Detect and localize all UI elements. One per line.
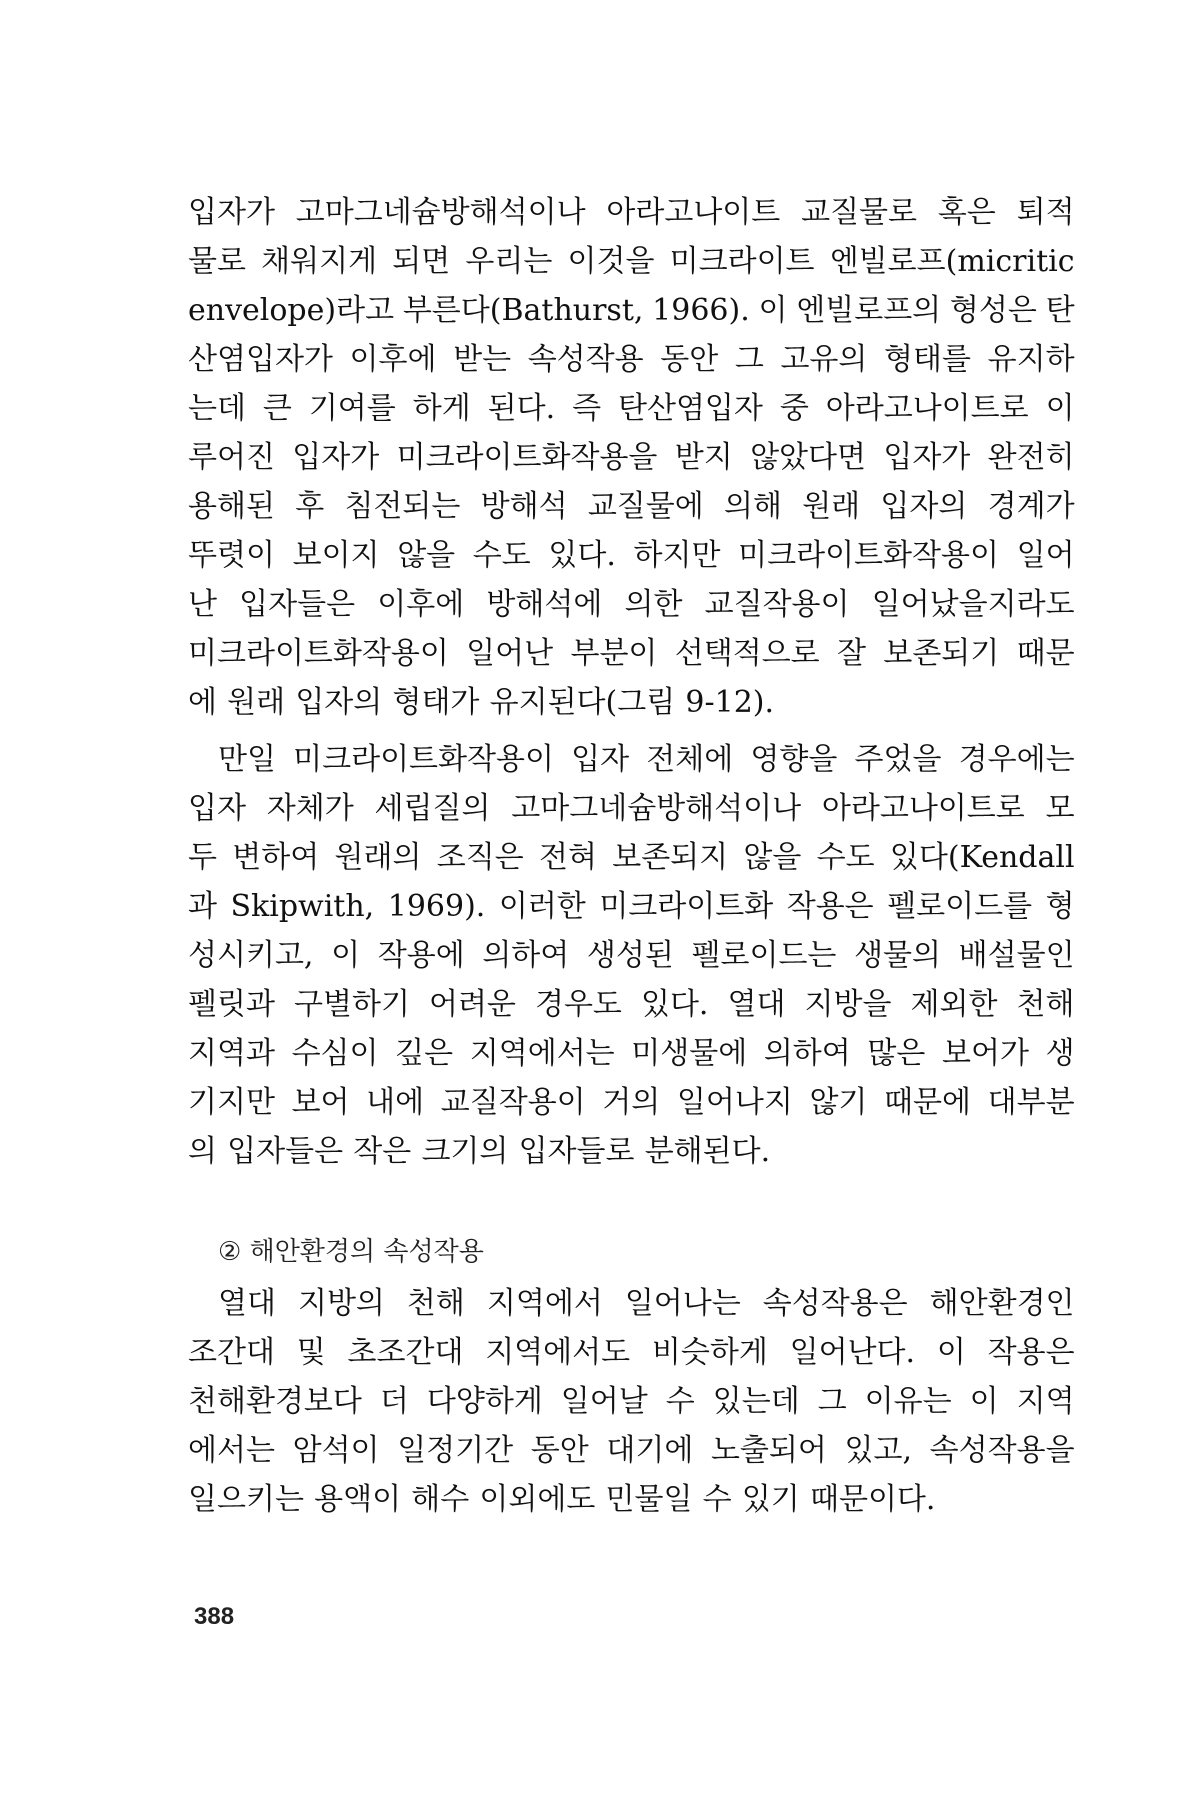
word: 미생물에: [631, 1036, 748, 1071]
word: 지방을: [804, 987, 892, 1022]
word: 제외한: [910, 987, 998, 1022]
word: 보존되지: [612, 840, 729, 875]
word: 이: [969, 1384, 999, 1419]
word: 세립질의: [374, 791, 491, 826]
paragraph-coastal-diagenesis: [188, 1279, 1080, 1524]
word: 경우도: [534, 987, 622, 1022]
text-line: [188, 678, 1080, 727]
word: 미크라이트화작용이: [738, 538, 999, 573]
word: 지역에서도: [485, 1335, 631, 1370]
paragraph-micritic-envelope: [188, 188, 1080, 727]
word: 의하여: [763, 1036, 851, 1071]
word: 전체에: [646, 742, 734, 777]
word: 않을: [397, 538, 456, 573]
text-line: [188, 482, 1080, 531]
word: 입자들로: [518, 1134, 635, 1169]
word: 일어나지: [676, 1085, 793, 1120]
word: 탄산염입자: [617, 391, 763, 426]
text-line: [188, 580, 1080, 629]
word: 경계가: [987, 489, 1075, 524]
text-line: [188, 1078, 1080, 1127]
text-line: [188, 629, 1080, 678]
word: 기지만: [188, 1085, 275, 1120]
word: 입자가: [883, 440, 971, 475]
word: 작용은: [987, 1335, 1075, 1370]
word: 배설물인: [958, 938, 1075, 973]
word: 원래: [227, 685, 286, 720]
text-line: [188, 735, 1080, 784]
word: 동안: [660, 342, 719, 377]
word: 있고,: [844, 1433, 913, 1468]
word: 구별하기: [294, 987, 410, 1022]
word: 있다.: [548, 538, 616, 573]
word: 우리는: [465, 244, 553, 279]
word: 방해석에: [486, 587, 603, 622]
text-line: [188, 1426, 1080, 1475]
word: 방해석: [480, 489, 568, 524]
word: 일어나는: [624, 1286, 741, 1321]
word: 용액이: [314, 1482, 402, 1517]
word: 일어날: [560, 1384, 648, 1419]
word: 아라고나이트로: [825, 391, 1029, 426]
word: 더: [379, 1384, 409, 1419]
word: 대부분: [987, 1085, 1075, 1120]
word: 수심이: [291, 1036, 379, 1071]
word: 입자의: [880, 489, 968, 524]
word: 보이지: [292, 538, 380, 573]
word: 미크라이트화작용을: [396, 440, 658, 475]
word: 수도: [816, 840, 875, 875]
word: 혹은: [937, 195, 996, 230]
word: 형: [1045, 889, 1075, 924]
word: 에서는: [188, 1433, 275, 1468]
word: 일어났을지라도: [871, 587, 1075, 622]
text-line: [188, 1127, 1080, 1176]
word: 미크라이트화작용이: [188, 636, 449, 671]
word: 기여를: [308, 391, 396, 426]
word: 형태를: [884, 342, 971, 377]
word: 지역에서: [486, 1286, 603, 1321]
word: 동안: [530, 1433, 589, 1468]
word: 해수: [411, 1482, 470, 1517]
word: 속성작용은: [762, 1286, 908, 1321]
word: 천해환경보다: [188, 1384, 362, 1419]
text-line: [188, 1279, 1080, 1328]
word: 하게: [412, 391, 471, 426]
word: 생물의: [854, 938, 942, 973]
word: 않을: [743, 840, 802, 875]
word: 때문: [1016, 636, 1075, 671]
word: Skipwith,: [230, 889, 375, 924]
word: 일어: [1016, 538, 1075, 573]
word: 및: [296, 1335, 326, 1370]
word: 보어가: [942, 1036, 1029, 1071]
word: 입자들은: [239, 587, 356, 622]
word: 형성은: [949, 293, 1037, 328]
word: 물로: [188, 244, 246, 279]
word: 고마그네슘방해석이나: [511, 791, 802, 826]
word: 많은: [867, 1036, 926, 1071]
paragraph-micritization-effects: [188, 735, 1080, 1176]
word: 받는: [453, 342, 512, 377]
word: 받지: [674, 440, 733, 475]
text-line: [188, 335, 1080, 384]
word: 원래: [802, 489, 861, 524]
word: 퇴적: [1016, 195, 1075, 230]
word: 이후에: [349, 342, 437, 377]
word: 는데: [188, 391, 246, 426]
word: 변하여: [232, 840, 320, 875]
word: 완전히: [987, 440, 1075, 475]
word: 자체가: [266, 791, 354, 826]
text-line: [188, 1475, 1080, 1524]
word: 두: [188, 840, 217, 875]
word: 고유의: [780, 342, 868, 377]
word: 선택적으로: [674, 636, 820, 671]
word: 입자의: [295, 685, 383, 720]
word: 거의: [602, 1085, 661, 1120]
word: 미크라이트화: [599, 889, 774, 924]
word: 이것을: [567, 244, 655, 279]
word: 이유는: [864, 1384, 952, 1419]
word: 이: [936, 1335, 966, 1370]
word: 입자들은: [227, 1134, 344, 1169]
word: 입자: [571, 742, 630, 777]
text-line: [188, 286, 1080, 335]
word: 천해: [1016, 987, 1075, 1022]
word: 의해: [723, 489, 782, 524]
word: 만일: [218, 742, 276, 777]
word: 열대: [727, 987, 786, 1022]
text-line: [188, 433, 1080, 482]
word: 의한: [624, 587, 683, 622]
word: 일으키는: [188, 1482, 304, 1517]
word: 비슷하게: [651, 1335, 768, 1370]
word: 지역에서는: [469, 1036, 615, 1071]
word: 하지만: [633, 538, 721, 573]
word: 고마그네슘방해석이나: [295, 195, 586, 230]
word: 지방의: [297, 1286, 385, 1321]
word: 지역: [1016, 1384, 1075, 1419]
word: 대기에: [606, 1433, 694, 1468]
word: 펠로이드를: [887, 889, 1033, 924]
word: 보어: [291, 1085, 350, 1120]
text-line: [188, 1377, 1080, 1426]
word: 1969).: [387, 889, 486, 924]
word: 잘: [837, 636, 866, 671]
word: 않았다면: [750, 440, 866, 475]
word: 조직은: [436, 840, 524, 875]
word: 성시키고,: [188, 938, 314, 973]
word: 유지하: [987, 342, 1075, 377]
word: 작용은: [786, 889, 874, 924]
word: 과: [188, 889, 217, 924]
word: 이: [331, 938, 361, 973]
text-line: [188, 931, 1080, 980]
word: 크기의: [421, 1134, 509, 1169]
word: 교질작용이: [704, 587, 850, 622]
word: 유지된다(그림: [489, 685, 676, 720]
word: 이러한: [498, 889, 586, 924]
text-line: [188, 1029, 1080, 1078]
word: 때문에: [884, 1085, 971, 1120]
word: 미크라이트: [669, 244, 815, 279]
word: 수: [702, 1482, 732, 1517]
word: 9-12).: [685, 685, 775, 720]
word: 수도: [472, 538, 531, 573]
word: 미크라이트화작용이: [293, 742, 554, 777]
word: 뚜렷이: [188, 538, 275, 573]
word: 교질물로: [801, 195, 918, 230]
word: 노출되어: [710, 1433, 827, 1468]
word: 그: [817, 1384, 847, 1419]
word: 엔빌로프(micritic: [829, 244, 1075, 279]
word: 부분이: [570, 636, 658, 671]
word: 1966).: [652, 293, 750, 328]
word: 엔빌로프의: [796, 293, 942, 328]
word: 작용에: [377, 938, 465, 973]
word: 용해된: [188, 489, 275, 524]
word: 전혀: [538, 840, 597, 875]
word: 교질작용이: [440, 1085, 586, 1120]
word: 루어진: [188, 440, 275, 475]
word: 되면: [392, 244, 451, 279]
word: 내에: [366, 1085, 425, 1120]
word: 민물일: [605, 1482, 693, 1517]
word: 후: [295, 489, 325, 524]
word: 이: [758, 293, 788, 328]
word: 주었을: [854, 742, 942, 777]
word: 모: [1045, 791, 1075, 826]
word: 있다.: [640, 987, 709, 1022]
word: 즉: [572, 391, 602, 426]
word: 아라고나이트: [606, 195, 781, 230]
word: 난: [188, 587, 217, 622]
word: 원래의: [334, 840, 422, 875]
text-line: [188, 1328, 1080, 1377]
text-line: [188, 833, 1080, 882]
word: 경우에는: [958, 742, 1075, 777]
word: 그: [734, 342, 764, 377]
text-line: [188, 784, 1080, 833]
word: 펠릿과: [188, 987, 275, 1022]
word: 조간대: [188, 1335, 275, 1370]
word: 속성작용: [527, 342, 644, 377]
word: 형태가: [392, 685, 480, 720]
word: 암석이: [292, 1433, 380, 1468]
text-line: [188, 188, 1080, 237]
word: 영향을: [750, 742, 838, 777]
text-line: [188, 980, 1080, 1029]
word: 있다(Kendall: [889, 840, 1075, 875]
word: 깊은: [395, 1036, 454, 1071]
word: 생: [1045, 1036, 1075, 1071]
word: 열대: [218, 1286, 276, 1321]
word: 지역과: [188, 1036, 275, 1071]
word: 입자가: [188, 195, 275, 230]
text-line: [188, 882, 1080, 931]
word: 작은: [353, 1134, 412, 1169]
word: 다양하게: [426, 1384, 543, 1419]
word: 일어난: [466, 636, 554, 671]
word: 어려운: [428, 987, 516, 1022]
word: 않기: [809, 1085, 868, 1120]
word: 생성된: [586, 938, 674, 973]
word: 부른다(Bathurst,: [402, 293, 644, 328]
word: 천해: [406, 1286, 465, 1321]
word: 의하여: [482, 938, 570, 973]
word: 이외에도: [479, 1482, 596, 1517]
word: 수: [665, 1384, 695, 1419]
word: envelope)라고: [188, 293, 395, 328]
word: 속성작용을: [929, 1433, 1075, 1468]
word: 큰: [262, 391, 292, 426]
word: 있는데: [712, 1384, 800, 1419]
word: 아라고나이트로: [821, 791, 1025, 826]
word: 펠로이드는: [691, 938, 837, 973]
page-number: 388: [194, 1603, 235, 1630]
word: 침전되는: [344, 489, 461, 524]
word: 에: [188, 685, 217, 720]
text-line: [188, 384, 1080, 433]
word: 탄: [1045, 293, 1075, 328]
word: 일어난다.: [789, 1335, 916, 1370]
text-line: [188, 531, 1080, 580]
word: 입자: [188, 791, 246, 826]
word: 교질물에: [587, 489, 704, 524]
text-line: [188, 237, 1080, 286]
word: 때문이다.: [809, 1482, 936, 1517]
word: 초조간대: [347, 1335, 464, 1370]
word: 해안환경인: [929, 1286, 1075, 1321]
word: 있기: [741, 1482, 800, 1517]
word: 일정기간: [397, 1433, 514, 1468]
word: 채워지게: [261, 244, 378, 279]
word: 된다.: [487, 391, 556, 426]
word: 의: [188, 1134, 217, 1169]
word: 중: [779, 391, 809, 426]
word: 이후에: [377, 587, 465, 622]
word: 보존되기: [883, 636, 1000, 671]
word: 입자가: [292, 440, 380, 475]
section-heading: ② 해안환경의 속성작용: [218, 1237, 484, 1267]
word: 이: [1045, 391, 1075, 426]
word: 산염입자가: [188, 342, 333, 377]
word: 분해된다.: [644, 1134, 771, 1169]
